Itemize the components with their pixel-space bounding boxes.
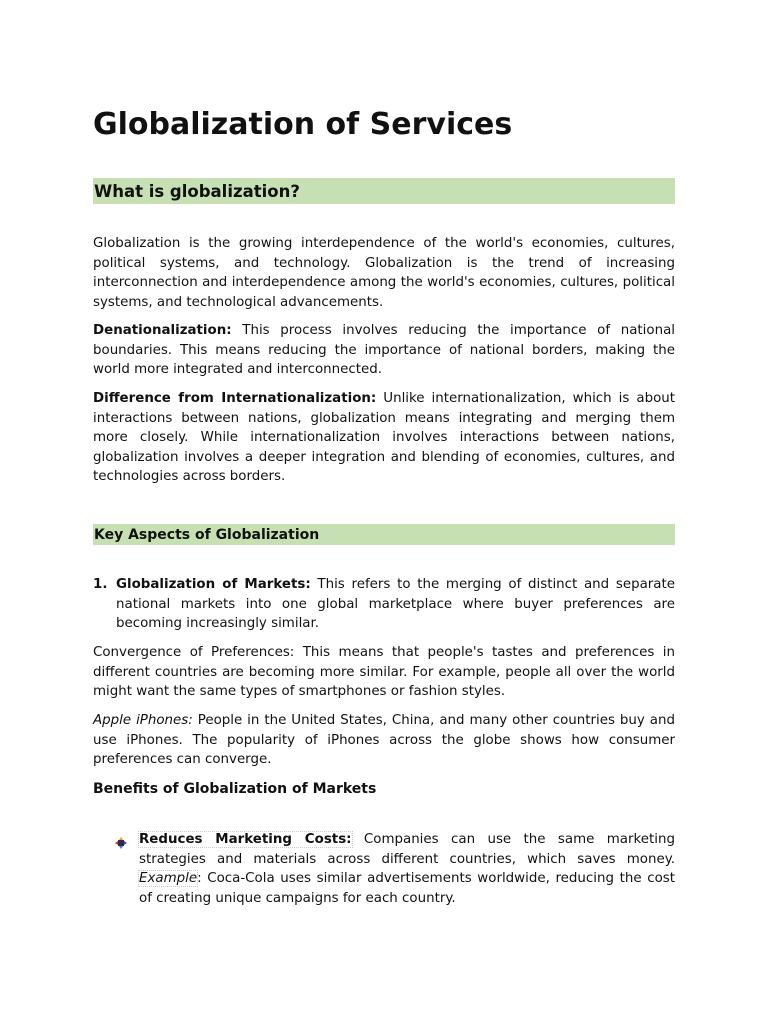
intro-paragraph: Globalization is the growing interdependence of the world's economies, cultures, political systems, and technology. Globalization is the trend of increasing interconnection and interdependence among the world's economies, cultures, political systems, and technological advancements.: [93, 236, 675, 310]
apple-paragraph: [93, 711, 675, 770]
section-heading-what-is-globalization: What is globalization?: [93, 178, 675, 204]
numbered-list-item: [93, 575, 675, 634]
difference-paragraph: [93, 389, 675, 487]
convergence-paragraph: Convergence of Preferences: This means that people's tastes and preferences in different countries are becoming more similar. For example, people all over the world might want the same types of smartphones or fashion styles.: [93, 645, 675, 699]
reduces-marketing-costs-term: Reduces Marketing Costs:: [139, 832, 352, 847]
page-title: Globalization of Services: [93, 107, 513, 142]
denationalization-term: Denationalization:: [93, 323, 232, 338]
list-item-text: [116, 575, 675, 634]
benefits-heading: Benefits of Globalization of Markets: [93, 781, 377, 797]
apple-text: People in the United States, China, and many other countries buy and use iPhones. The popularity of iPhones across the globe shows how consumer preferences can converge.: [93, 713, 675, 767]
benefit-text-b: : Coca-Cola uses similar advertisements worldwide, reducing the cost of creating unique campaigns for each country.: [139, 871, 675, 906]
example-label: Example: [139, 871, 198, 886]
markets-term: Globalization of Markets:: [116, 577, 311, 592]
denationalization-paragraph: [93, 321, 675, 380]
denationalization-text: This process involves reducing the importance of national boundaries. This means reducing the importance of national borders, making the world more integrated and interconnected.: [93, 323, 675, 377]
difference-term: Difference from Internationalization:: [93, 391, 377, 406]
difference-text: Unlike internationalization, which is about interactions between nations, globalization means integrating and merging them more closely. While internationalization involves interactions between nations, globalization involves a deeper integration and blending of economies, cultures, and technologies across borders.: [93, 391, 675, 484]
markets-text: This refers to the merging of distinct and separate national markets into one global marketplace where buyer preferences are becoming increasingly similar.: [116, 577, 675, 631]
bullet-list-item: [93, 830, 675, 908]
benefit-text-a: Companies can use the same marketing strategies and materials across different countries, which saves money.: [139, 832, 675, 867]
bullet-item-text: [139, 830, 675, 908]
section-heading-key-aspects: Key Aspects of Globalization: [93, 524, 675, 545]
apple-term: Apple iPhones:: [93, 713, 193, 728]
four-color-arrow-bullet-icon: [115, 834, 127, 846]
list-number: 1.: [93, 577, 108, 592]
